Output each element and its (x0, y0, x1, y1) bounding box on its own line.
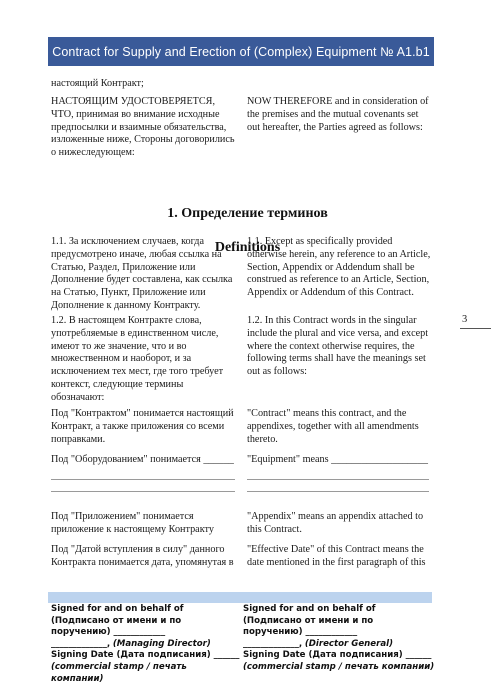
clause-1-1-en: 1.1. Except as specifically provided otherwise herein, any reference to an Article, Section, Appendix or Addendum shall be construed as reference to an Article, Section, Appendix or Addendum of this Contract. (247, 236, 431, 299)
clause-1-2-ru: 1.2. В настоящем Контракте слова, употребляемые в единственном числе, имеют то же значение, что и во множественном и наоборот, и за исключением тех мест, где того требует контекст, следующие термины обозначают: (51, 315, 224, 403)
intro-ru-whereas: НАСТОЯЩИМ УДОСТОВЕРЯЕТСЯ, ЧТО, принимая во внимание исходные предпосылки и взаимные обязательства, изложенные ниже, Стороны договорились о нижеследующем: (51, 96, 235, 159)
definition-effective-date-ru: Под "Датой вступления в силу" данного Контракта понимается дата, упомянутая в (51, 544, 234, 568)
footer-band (48, 592, 432, 603)
page-number-rule (460, 328, 491, 329)
clause-1-2-en: 1.2. In this Contract words in the singular include the plural and vice versa, and except where the context otherwise requires, the following terms shall have the meanings set out as follows: (247, 315, 429, 378)
signer-role: (Director General) (304, 638, 394, 649)
intro-ru-top: настоящий Контракт; (51, 78, 144, 89)
blank-line (247, 491, 429, 492)
stamp-label: (commercial stamp / печать компании) (51, 661, 187, 684)
page-number: 3 (462, 314, 468, 325)
signing-date-label: Signing Date (Дата подписания) ______ (51, 650, 240, 661)
blank-line (247, 479, 429, 480)
section-title-ru: 1. Определение терминов (167, 206, 328, 221)
stamp-label: (commercial stamp / печать компании) (243, 661, 435, 672)
section-title-en: Definitions (214, 240, 281, 255)
definition-effective-date-en: "Effective Date" of this Contract means the date mentioned in the first paragraph of this (247, 544, 426, 568)
definition-contract-en: "Contract" means this contract, and the appendixes, together with all amendments thereto. (247, 408, 419, 445)
intro-en-whereas: NOW THEREFORE and in consideration of the premises and the mutual covenants set out hereafter, the Parties agreed as follows: (247, 96, 429, 133)
definition-appendix-ru: Под "Приложением" понимается приложение к настоящему Контракту (51, 511, 214, 535)
signed-label: Signed for and on behalf of (Подписано от имени и по поручению) ____________ (51, 604, 184, 638)
blank-line (51, 491, 235, 492)
signature-block-right (243, 604, 435, 674)
definition-appendix-en: "Appendix" means an appendix attached to this Contract. (247, 511, 424, 535)
definition-equipment-en: "Equipment" means ___________________ (247, 454, 428, 465)
signer-line: _____________, (243, 638, 303, 649)
signing-date-label: Signing Date (Дата подписания) ______ (243, 650, 432, 661)
signer-role: (Managing Director) (112, 638, 211, 649)
definition-equipment-ru: Под "Оборудованием" понимается ______ (51, 454, 234, 465)
signature-block-left (51, 604, 241, 685)
definition-contract-ru: Под "Контрактом" понимается настоящий Контракт, а также приложения со всеми поправками. (51, 408, 234, 445)
blank-line (51, 479, 235, 480)
signed-label: Signed for and on behalf of (Подписано от имени и по поручению) ____________ (243, 604, 376, 638)
document-title: Contract for Supply and Erection of (Complex) Equipment № A1.b1 (52, 44, 430, 59)
signer-line: _____________, (51, 638, 111, 649)
document-header (48, 37, 434, 66)
clause-1-1-ru: 1.1. За исключением случаев, когда предусмотрено иначе, любая ссылка на Статью, Раздел, Приложение или Дополнение будет составлена, как ссылка на Статью, Пункт, Приложение или Дополнение к данному Контракту. (51, 236, 233, 311)
